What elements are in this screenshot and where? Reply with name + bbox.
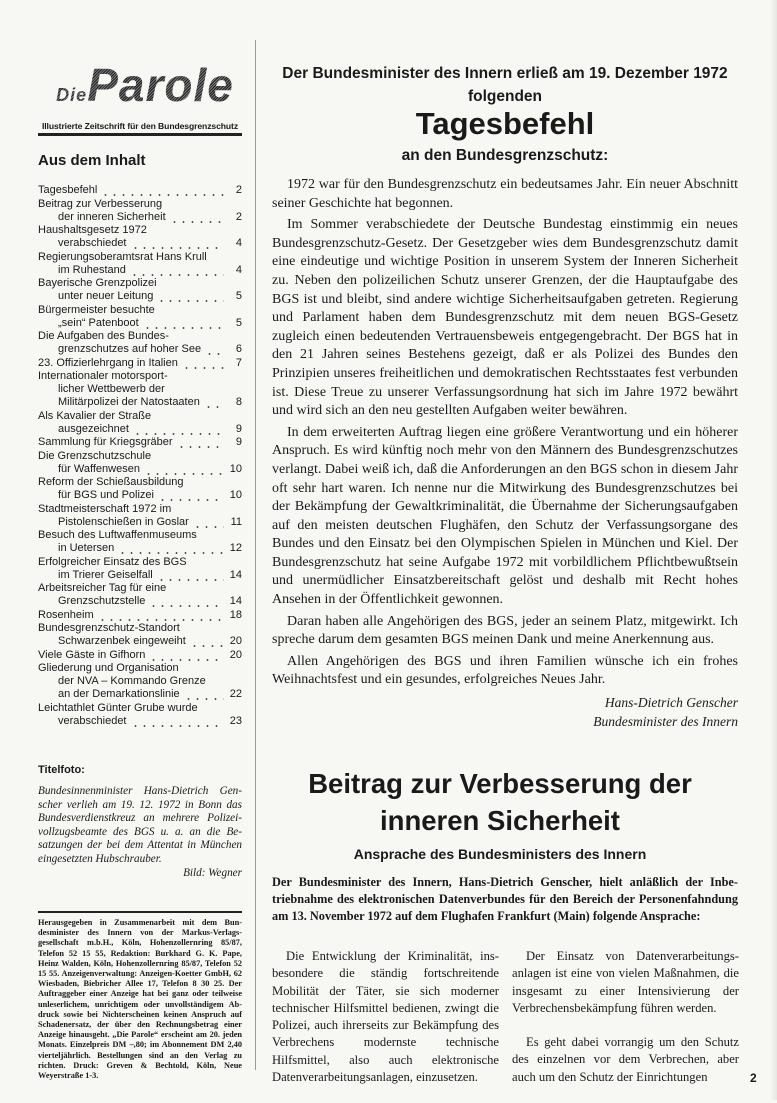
signature-title: Bundesminister des Innern [593,714,738,729]
toc-entry-title: Reform der Schießausbildung [38,476,184,488]
toc-entry [38,370,242,409]
toc-entry-title: in Uetersen [58,542,115,554]
toc-entry [38,503,242,529]
toc-line [38,529,242,542]
toc-entry-title: Haushaltsgesetz 1972 [38,224,147,236]
toc-entry [38,622,242,648]
toc-entry-title: im Trierer Geiselfall [58,568,153,581]
toc-entry-title: Stadtmeisterschaft 1972 im [38,502,172,515]
toc-entry-title: verabschiedet [58,714,127,727]
toc-entry-title: Tagesbefehl [38,184,98,196]
toc-entry-title: unter neuer Leitung [58,290,154,302]
article2-title-line2: inneren Sicherheit [380,805,620,836]
toc-entry-title: für BGS und Polizei [58,489,154,501]
toc-entry [38,277,242,303]
toc-entry [38,184,242,197]
toc-entry [38,304,242,330]
toc-line [38,609,242,622]
article2-intro: Der Bundesminister des Innern, Hans-Dietrich Genscher, hielt anläßlich der Inbetriebnahme des elektronischen Datenverbundes für den Bereich der Personenfahndung am 13. November 1972 auf dem Flughafen Frankfurt (Main) folgende Ansprache: [272,875,738,923]
title-photo-label: Titelfoto: [38,764,85,776]
page-edge-shadow [770,0,777,1100]
dot-leader [204,399,224,409]
toc-entry-title: ausgezeichnet [58,422,129,435]
toc-entry-title: licher Wettbewerb der [58,383,165,395]
article2-title [262,765,738,839]
toc-entry [38,556,242,582]
toc-entry-page: 4 [235,237,242,249]
paragraph: Der Einsatz von Datenverarbeitungsanlagen ist eine von vielen Maßnahmen, die insgesamt zu einer Intensivierung der Verbrechensbekämpfung führen werden. [512,949,739,1015]
contents-heading: Aus dem Inhalt [38,152,146,169]
toc-line [38,251,242,264]
dot-leader [144,466,224,476]
toc-line [38,198,242,211]
toc-entry [38,649,242,662]
toc-line [38,702,242,715]
toc-line [38,304,242,317]
article2-subtitle: Ansprache des Bundesministers des Innern [353,846,647,862]
paragraph: Es geht dabei vorrangig um den Schutz des einzelnen vor dem Verbrechen, aber auch um den Schutz der Einrichtungen [512,1035,739,1084]
imprint: Herausgegeben in Zusammenarbeit mit dem Bundesminister des Innern von der Markus-Verlagsgesellschaft m.b.H., Köln, Hohenzollernring 85/87, Telefon 52 15 55, Redaktion: Burkhard G. K. Pape, Heinz Walden, Köln, Hohenzollernring 85/87, Telefon 52 15 55. Anzeigenverwaltung: Anzeigen-Koetter GmbH, 62 Wiesbaden, Biebricher Allee 17, Telefon 8 30 25. Der Auftraggeber einer Anzeige hat bei ganz oder teilweise unleserlichem, unrichtigem oder unvollständigem Abdruck sowie bei Nichterscheinen keinen Anspruch auf Schadenersatz, der über den Rechnungsbetrag einer Anzeige hinausgeht. „Die Parole“ erscheint am 20. jeden Monats. Einzelpreis DM –,80; im Abonnement DM 2,40 vierteljährlich. Bestellungen sind an den Verlag zu richten. Druck: Greven & Bechtold, Köln, Neue Weyerstraße 1-3. [38,918,242,1081]
dot-leader [158,492,224,502]
article1-subheading: an den Bundesgrenzschutz: [401,147,609,164]
dot-leader [157,572,224,582]
toc-line [38,542,242,555]
table-of-contents [38,184,242,728]
toc-entry [38,609,242,622]
toc-entry [38,251,242,277]
toc-entry-page: 9 [235,436,242,448]
dot-leader [184,691,224,701]
toc-entry-page: 23 [229,714,242,727]
toc-entry [38,410,242,436]
toc-entry-page: 20 [229,635,242,647]
toc-entry-title: Erfolgreicher Einsatz des BGS [38,555,187,568]
toc-entry [38,582,242,608]
toc-entry-title: Schwarzenbek eingeweiht [58,635,186,647]
dot-leader [133,426,224,436]
dot-leader [118,545,224,555]
signature-name: Hans-Dietrich Genscher [604,695,738,710]
article1-preheading-line2: folgenden [467,88,543,105]
toc-line [38,489,242,502]
dot-leader [101,187,224,197]
toc-line [38,317,242,330]
toc-entry-page: 8 [235,396,242,408]
toc-line [38,277,242,290]
dot-leader [157,293,224,303]
toc-entry-page: 20 [229,648,242,661]
toc-line [38,556,242,569]
column-divider [255,40,256,1070]
toc-entry-title: Regierungsoberamtsrat Hans Krull [38,250,207,263]
paragraph: Die Entwicklung der Kriminalität, insbesondere die ständig fortschreitende Mobilität der Täter, sie sich moderner technischer Hilfsmittel bedienen, zwingt die Polizei, auch ihrerseits zur Bekämpfung des Verbrechens modernste technische Hilfsmittel, also auch elektronische Datenverarbeitungsanlagen, einzusetzen. [272,949,499,1085]
title-photo-credit: Bild: Wegner [183,867,242,879]
toc-entry-page: 14 [229,568,242,581]
toc-entry-title: Bürgermeister besuchte [38,303,155,316]
toc-entry-page: 12 [229,542,242,554]
toc-line [38,410,242,423]
toc-entry-title: Viele Gäste in Gifhorn [38,648,146,661]
toc-entry [38,198,242,224]
toc-line [38,595,242,608]
toc-entry-title: Rosenheim [38,608,94,621]
toc-entry-page: 2 [235,184,242,196]
article1-body [272,176,738,693]
toc-line [38,569,242,582]
article1-preheading-line1: Der Bundesminister des Innern erließ am 19. Dezember 1972 [282,65,728,82]
toc-line [38,503,242,516]
toc-line [38,635,242,648]
toc-entry-title: Beitrag zur Verbesserung [38,197,163,210]
imprint-rule [38,911,242,913]
dot-leader [149,652,224,662]
toc-entry-title: grenzschutzes auf hoher See [58,343,202,355]
toc-line [38,662,242,675]
toc-line [38,383,242,396]
toc-entry-title: Bundesgrenzschutz-Standort [38,622,180,634]
dot-leader [143,320,224,330]
dot-leader [131,718,225,728]
toc-line [38,211,242,224]
dot-leader [130,267,224,277]
logo-name: Parole [87,59,234,111]
toc-entry-page: 7 [235,356,242,369]
toc-line [38,582,242,595]
toc-line [38,450,242,463]
toc-entry [38,357,242,370]
dot-leader [149,598,224,608]
toc-line [38,688,242,701]
page-number: 2 [750,1071,757,1085]
toc-entry [38,330,242,356]
toc-line [38,476,242,489]
toc-line [38,396,242,409]
toc-line [38,516,242,529]
toc-line [38,649,242,662]
dot-leader [190,638,224,648]
toc-entry-page: 11 [230,515,242,528]
toc-entry-page: 6 [235,343,242,355]
article1-preheading [270,62,740,108]
toc-entry-page: 10 [229,462,242,475]
toc-entry-title: Sammlung für Kriegsgräber [38,436,173,448]
toc-entry-title: Gliederung und Organisation [38,662,179,674]
toc-line [38,237,242,250]
signature [450,693,738,731]
paragraph: In dem erweiterten Auftrag liegen eine größere Verantwortung und ein höherer Anspruch. Es wird künftig noch mehr von den Männern des Bundesgrenzschutzes verlangt. Dabei weiß ich, daß die Anforderungen an den BGS schon in diesem Jahr oft sehr hart waren. Ich nenne nur die Mitwirkung des Bundesgrenzschutzes bei der Bekämpfung der Gewaltkriminalität, die Übernahme der Sicherungsaufgaben auf den meisten deutschen Flughäfen, den Schutz der Verfassungsorgane des Bundes und den Einsatz bei den Olympischen Spielen in München und Kiel. Der Bundesgrenzschutz hat seine Aufgabe 1972 mit vorbildlichem Pflichtbewußtsein und unermüdlicher Einsatzbereitschaft gelöst und deshalb mit Recht hohes Ansehen in der Öffentlichkeit gewonnen. [272,424,738,608]
article2-column-2 [512,948,739,1103]
toc-entry-page: 22 [229,688,242,700]
toc-line [38,290,242,303]
toc-entry [38,436,242,449]
toc-entry-title: „sein“ Patenboot [58,316,139,329]
toc-entry-title: im Ruhestand [58,263,126,276]
article2-column-1 [272,948,499,1103]
dot-leader [177,439,224,449]
dot-leader [193,519,224,529]
logo-subtitle: Illustrierte Zeitschrift für den Bundesgrenzschutz [41,121,239,131]
logo-rule [38,133,242,136]
toc-entry-title: Besuch des Luftwaffenmuseums [38,529,197,541]
toc-line [38,622,242,635]
toc-line [38,463,242,476]
dot-leader [205,346,224,356]
toc-entry-title: Die Aufgaben des Bundes- [38,330,169,342]
paragraph: 1972 war für den Bundesgrenzschutz ein bedeutsames Jahr. Ein neuer Abschnitt seiner Geschichte hat begonnen. [272,177,738,211]
paragraph: Im Sommer verabschiedete der Deutsche Bundestag einstimmig ein neues Bundesgrenzschutz-Gesetz. Der Gesetzgeber wies dem Bundesgrenzschutz damit eine eindeutige und wichtige Position in unserem System der Inneren Sicherheit zu. Neben den polizeilichen Schutz unserer Grenzen, der die Hauptaufgabe des BGS ist und bleibt, sind andere wichtige Sicherheitsaufgaben getreten. Regierung und Parlament haben dem Bundesgrenzschutz mit dem neuen BGS-Gesetz zugleich einen bedeutenden Vertrauensbeweis entgegengebracht. Der BGS hat in den 21 Jahren seines Bestehens gezeigt, daß er als Polizei des Bundes den Prinzipien unseres freiheitlichen und demokratischen Rechtsstaates fest verbunden ist. Diese Treue zu unserer Verfassungsordnung hat sich im Jahre 1972 bewährt und wird sich an den neu gestellten Aufgaben weiter bewähren. [272,217,738,419]
toc-entry [38,529,242,555]
toc-entry-page: 9 [235,422,242,435]
toc-line [38,264,242,277]
toc-entry-title: der inneren Sicherheit [58,210,166,223]
dot-leader [98,612,224,622]
paragraph: Daran haben alle Angehörigen des BGS, jeder an seinem Platz, mitgewirkt. Ich spreche darum dem gesamten BGS meinen Dank und meine Anerkennung aus. [272,613,738,648]
toc-line [38,357,242,370]
toc-entry-title: Grenzschutzstelle [58,595,146,607]
toc-entry [38,450,242,476]
toc-entry-title: Arbeitsreicher Tag für eine [38,582,167,594]
toc-entry-page: 10 [229,489,242,501]
toc-entry-title: Bayerische Grenzpolizei [38,277,157,289]
toc-entry-page: 5 [235,316,242,329]
toc-line [38,423,242,436]
magazine-logo [50,58,240,112]
toc-entry-page: 5 [235,290,242,302]
toc-entry-title: 23. Offizierlehrgang in Italien [38,356,178,369]
toc-entry-title: Pistolenschießen in Goslar [58,515,189,528]
toc-entry-title: Militärpolizei der Natostaaten [58,396,200,408]
toc-entry-title: an der Demarkationslinie [58,688,180,700]
toc-line [38,343,242,356]
toc-entry-title: der NVA – Kommando Grenze [58,675,206,687]
toc-line [38,224,242,237]
toc-line [38,436,242,449]
toc-line [38,715,242,728]
toc-entry-page: 2 [235,210,242,223]
toc-entry-page: 18 [229,608,242,621]
toc-entry-title: Leichtathlet Günter Grube wurde [38,701,198,714]
toc-entry-title: Als Kavalier der Straße [38,409,152,422]
article2-title-line1: Beitrag zur Verbesserung der [308,768,692,799]
toc-entry [38,476,242,502]
toc-line [38,675,242,688]
toc-entry-title: für Waffenwesen [58,462,140,475]
toc-entry-title: verabschiedet [58,237,127,249]
dot-leader [170,214,224,224]
paragraph: Allen Angehörigen des BGS und ihren Familien wünsche ich ein frohes Weihnachtsfest und ein gesundes, erfolgreiches Neues Jahr. [272,653,738,688]
dot-leader [131,240,225,250]
toc-line [38,370,242,383]
logo-prefix: Die [56,85,88,105]
toc-entry-page: 4 [235,263,242,276]
toc-entry-page: 14 [229,595,242,607]
toc-entry [38,662,242,701]
toc-entry [38,702,242,728]
toc-entry-title: Die Grenzschutzschule [38,449,152,462]
toc-entry-title: Internationaler motorsport- [38,370,168,382]
toc-line [38,330,242,343]
dot-leader [182,360,224,370]
toc-line [38,184,242,197]
title-photo-caption: Bundesinnenminister Hans-Dietrich Genscher verlieh am 19. 12. 1972 in Bonn das Bundesverdienstkreuz an mehrere Polizeivollzugsbeamte des BGS u. a. an die Besatzungen der bei dem Attentat in München eingesetzten Hubschrauber. [38,785,242,865]
article1-title: Tagesbefehl [415,106,595,141]
toc-entry [38,224,242,250]
